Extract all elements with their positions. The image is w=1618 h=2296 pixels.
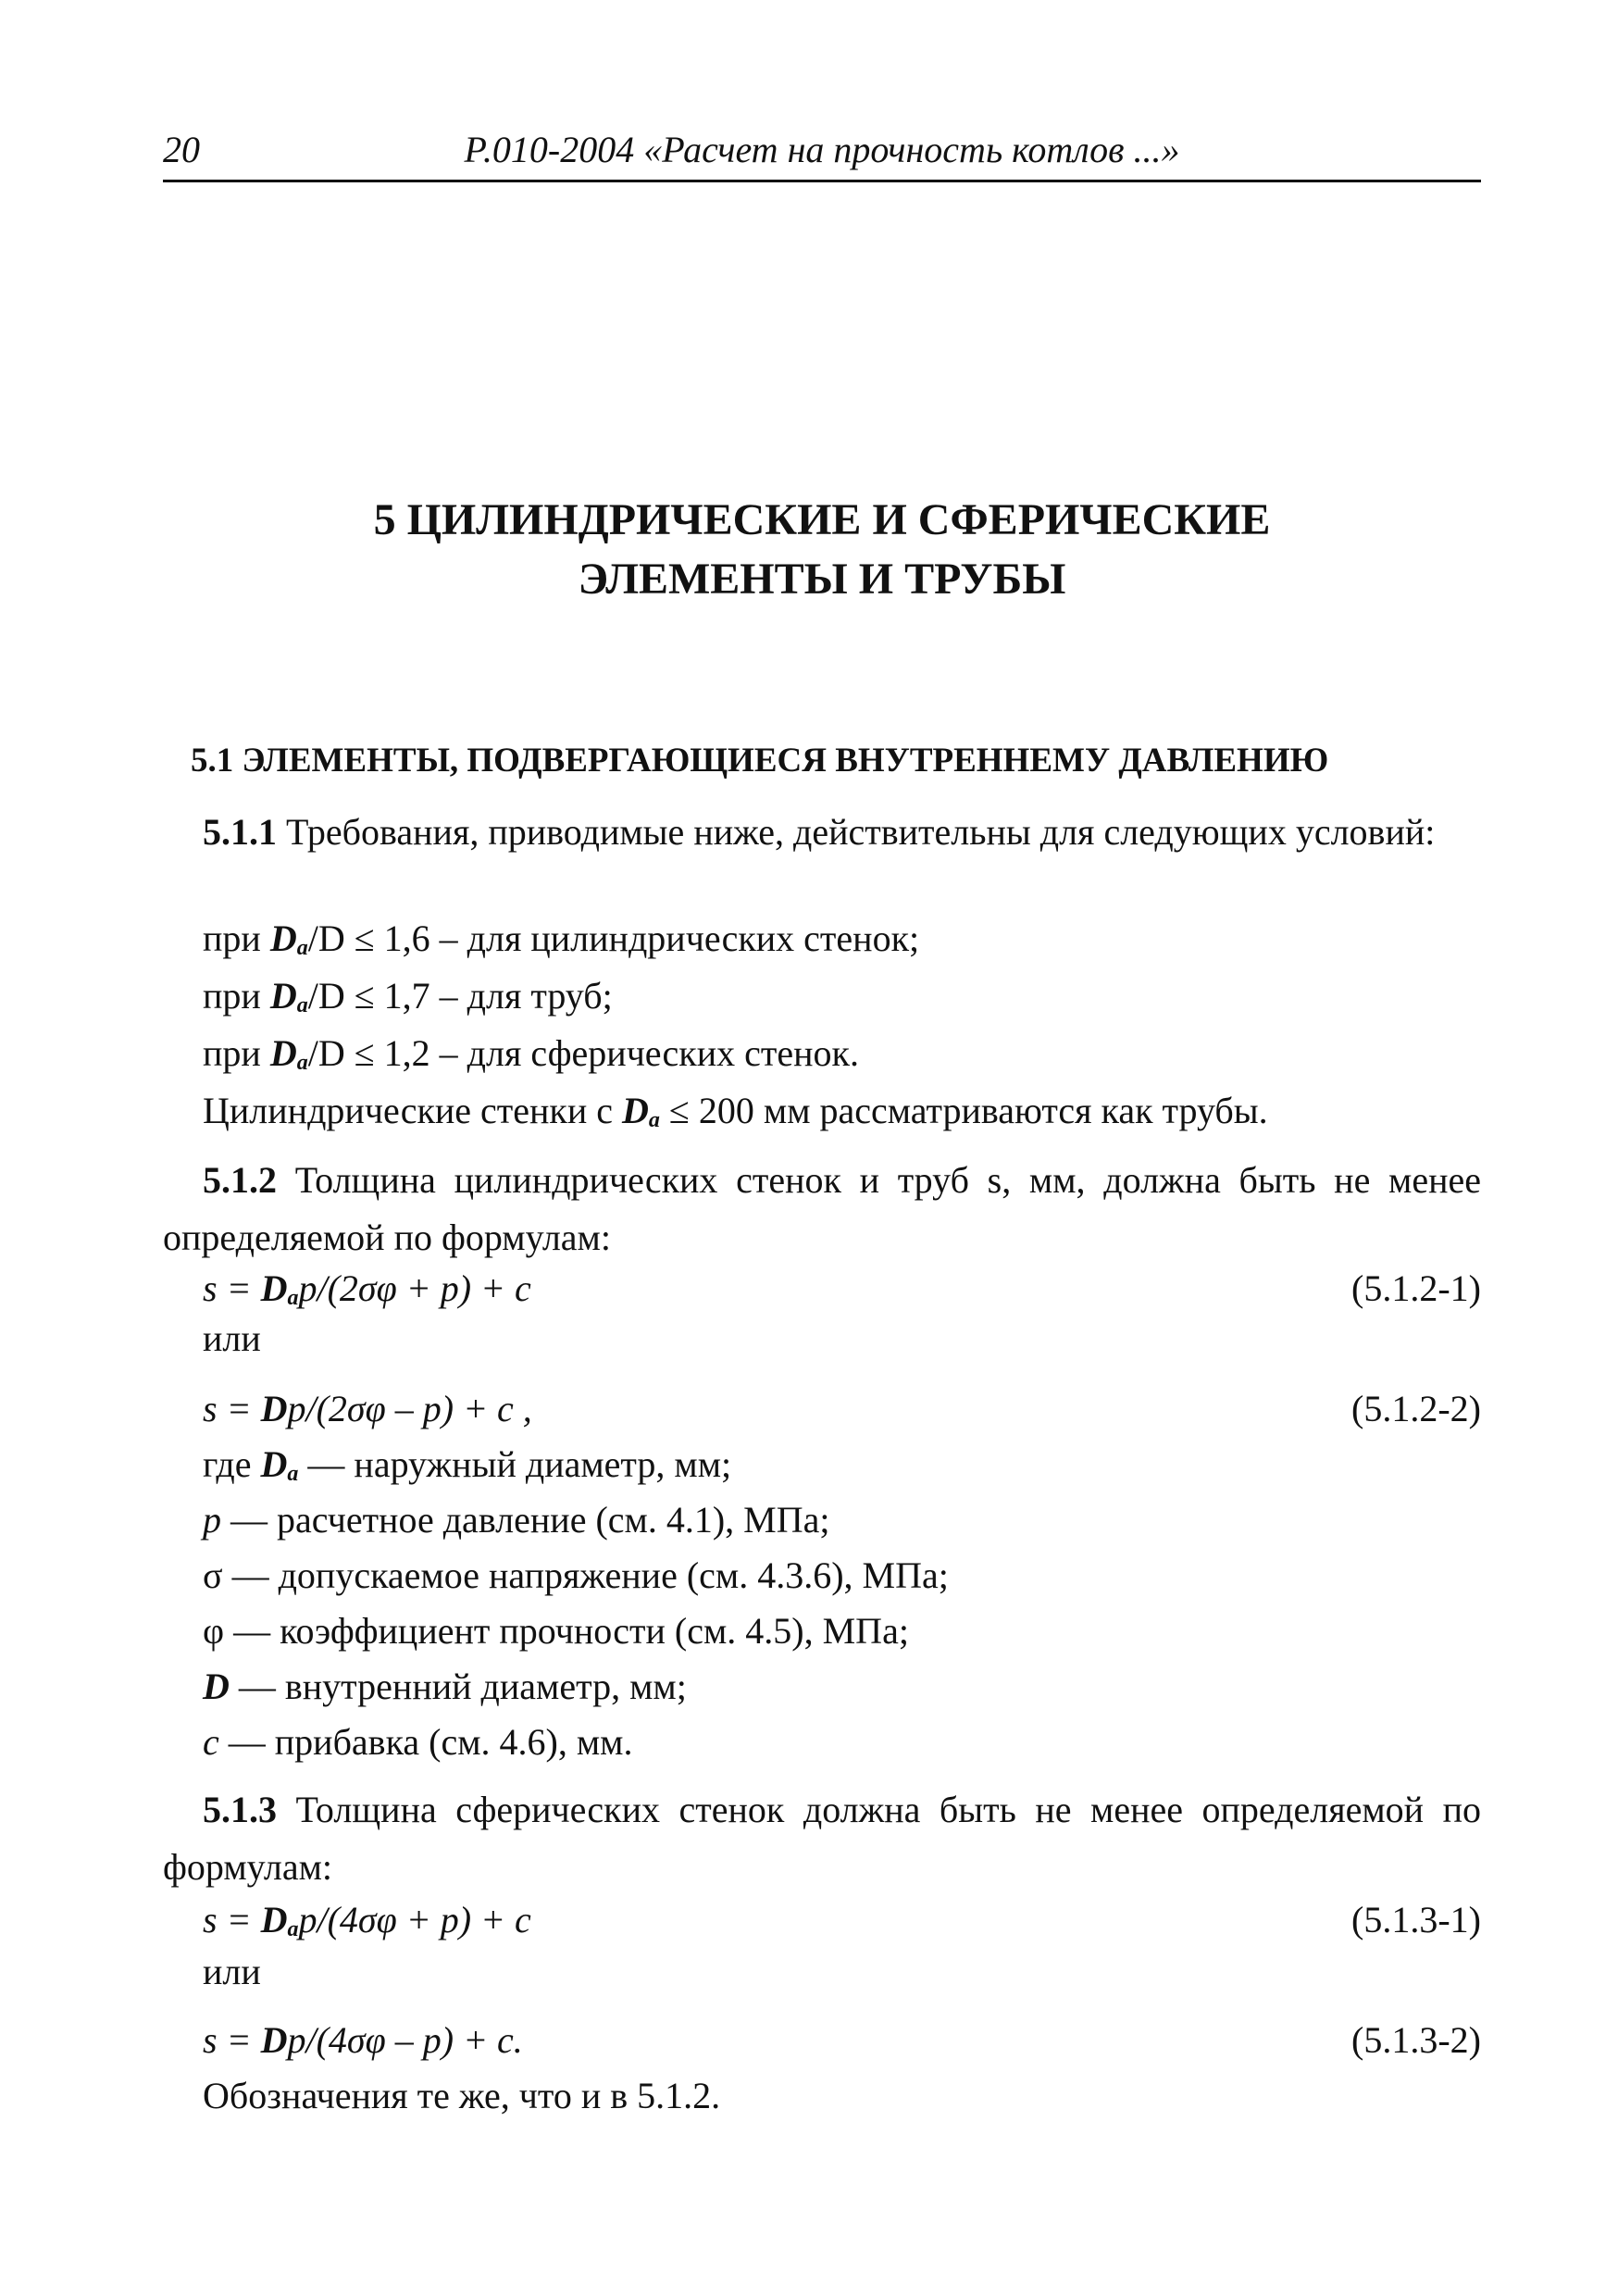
formula-rhs: p/(4σφ + p) + c: [298, 1899, 531, 1940]
running-header: [163, 128, 1481, 182]
section-title: 5.1 ЭЛЕМЕНТЫ, ПОДВЕРГАЮЩИЕСЯ ВНУТРЕННЕМУ ДАВЛЕНИЮ: [191, 742, 1329, 780]
symbol: c: [203, 1721, 219, 1763]
definition-text: — наружный диаметр, мм;: [298, 1443, 732, 1485]
note-prefix: Цилиндрические стенки с: [203, 1090, 623, 1131]
equation-number: (5.1.3-1): [1351, 1899, 1481, 1940]
symbol-d: D: [260, 1388, 288, 1429]
formula-rhs: p/(4σφ – p) + c.: [287, 2019, 523, 2061]
paragraph-5-1-2: [163, 1152, 1481, 1267]
symbol-d: D: [269, 917, 297, 959]
or-word: или: [203, 1317, 261, 1359]
clause-number: 5.1.1: [203, 811, 277, 853]
definition-text: — внутренний диаметр, мм;: [229, 1666, 687, 1707]
condition-text: /D ≤ 1,6 – для цилиндрических стенок;: [307, 917, 920, 959]
closing-note: Обозначения те же, что и в 5.1.2.: [203, 2075, 721, 2116]
definition-line: [203, 1554, 949, 1597]
subscript: a: [296, 993, 308, 1017]
or-word: или: [203, 1951, 261, 1992]
formula-lhs: s =: [203, 1267, 261, 1309]
formula-5-1-2-2: [203, 1387, 532, 1430]
condition-line: [203, 917, 919, 961]
definition-text: — допускаемое напряжение (см. 4.3.6), МПа;: [222, 1554, 949, 1596]
cylinder-note: [203, 1089, 1268, 1133]
condition-line: [203, 974, 613, 1018]
clause-text: Толщина сферических стенок должна быть не менее определяемой по формулам:: [163, 1789, 1481, 1888]
condition-prefix: при: [203, 975, 270, 1017]
running-title: Р.010-2004 «Расчет на прочность котлов ...»: [464, 129, 1180, 170]
symbol: p: [203, 1499, 221, 1541]
symbol-d: D: [260, 2019, 288, 2061]
formula-5-1-3-1: [203, 1898, 531, 1942]
definition-text: — коэффициент прочности (см. 4.5), МПа;: [224, 1610, 909, 1652]
condition-prefix: при: [203, 917, 270, 959]
condition-prefix: при: [203, 1032, 270, 1074]
definition-text: — прибавка (см. 4.6), мм.: [218, 1721, 633, 1763]
symbol: D: [203, 1666, 230, 1707]
formula-5-1-3-2: [203, 2018, 523, 2062]
definition-line: [203, 1665, 687, 1708]
condition-text: /D ≤ 1,7 – для труб;: [307, 975, 613, 1017]
equation-number: (5.1.2-2): [1351, 1388, 1481, 1429]
clause-number: 5.1.2: [203, 1159, 277, 1201]
page-number: 20: [163, 129, 200, 170]
symbol-d: D: [260, 1899, 288, 1940]
subscript: a: [296, 1051, 308, 1075]
formula-lhs: s =: [203, 2019, 261, 2061]
chapter-title-line-2: ЭЛЕМЕНТЫ И ТРУБЫ: [578, 555, 1066, 604]
clause-number: 5.1.3: [203, 1789, 277, 1830]
equation-number: (5.1.3-2): [1351, 2019, 1481, 2061]
symbol-d: D: [269, 1032, 297, 1074]
subscript: a: [287, 1917, 299, 1941]
subscript: a: [296, 936, 308, 960]
paragraph-5-1-3: [163, 1781, 1481, 1896]
equation-number: (5.1.2-1): [1351, 1267, 1481, 1309]
symbol-d: D: [269, 975, 297, 1017]
subscript: a: [648, 1108, 660, 1132]
clause-text: Требования, приводимые ниже, действительны для следующих условий:: [277, 811, 1436, 853]
definition-line: [203, 1720, 632, 1764]
formula-rhs: p/(2σφ – p) + c ,: [287, 1388, 532, 1429]
symbol-d: D: [260, 1267, 288, 1309]
formula-rhs: p/(2σφ + p) + c: [298, 1267, 531, 1309]
formula-5-1-2-1: [203, 1267, 531, 1311]
paragraph-5-1-1: [163, 804, 1481, 861]
chapter-title-line-1: 5 ЦИЛИНДРИЧЕСКИЕ И СФЕРИЧЕСКИЕ: [373, 495, 1271, 544]
symbol: σ: [203, 1554, 223, 1596]
note-text: ≤ 200 мм рассматриваются как трубы.: [659, 1090, 1268, 1131]
subscript: a: [287, 1286, 299, 1310]
formula-lhs: s =: [203, 1388, 261, 1429]
definition-line: [203, 1498, 829, 1541]
definition-text: — расчетное давление (см. 4.1), МПа;: [221, 1499, 830, 1541]
symbol: D: [260, 1443, 288, 1485]
symbol-d: D: [622, 1090, 649, 1131]
condition-text: /D ≤ 1,2 – для сферических стенок.: [307, 1032, 859, 1074]
where-word: где: [203, 1443, 261, 1485]
symbol: φ: [203, 1610, 225, 1652]
clause-text: Толщина цилиндрических стенок и труб s, мм, должна быть не менее определяемой по формулам:: [163, 1159, 1481, 1258]
definition-line: [203, 1609, 909, 1653]
formula-lhs: s =: [203, 1899, 261, 1940]
subscript: a: [287, 1462, 299, 1486]
condition-line: [203, 1031, 859, 1076]
definition-line: [203, 1442, 731, 1487]
